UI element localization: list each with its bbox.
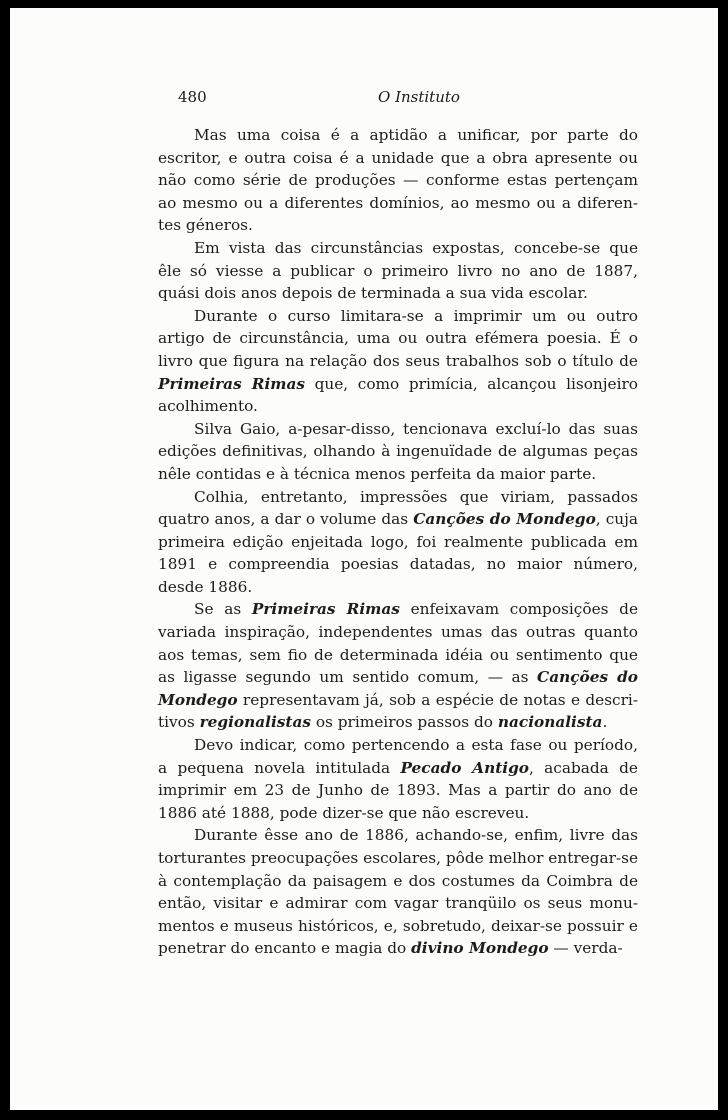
text-run: Silva Gaio, a-pesar-disso, tencionava excluí-lo das suas edições definitivas, olhando à ingenuïdade de algumas peças nêle contidas e à técnica menos perfeita da maior parte. (158, 419, 638, 483)
text-run: os primeiros passos do (310, 713, 498, 732)
paragraph (158, 237, 638, 305)
text-run: que, como primícia, alcançou lisonjeiro acolhimento. (158, 374, 638, 416)
italic-title: Primeiras Rimas (158, 374, 305, 393)
italic-title: Pecado Antigo (400, 758, 529, 777)
text-run: , cuja primeira edição enjeitada logo, foi realmente publicada em 1891 e compreendia poesias datadas, no maior número, desde 1886. (158, 510, 638, 596)
text-run: enfeixavam composições de variada inspiração, independentes umas das outras quanto aos temas, sem fio de determinada idéia ou sentimento que as ligasse segundo um sentido comum, — as (158, 600, 638, 687)
page-header (168, 88, 648, 108)
text-run: Se as (194, 600, 252, 619)
italic-title: nacionalista (497, 713, 603, 732)
text-run: Em vista das circunstâncias expostas, concebe-se que êle só viesse a publicar o primeiro livro no ano de 1887, quási dois anos depois de terminada a sua vida escolar. (158, 238, 638, 303)
italic-title: Primeiras Rimas (251, 600, 400, 619)
text-run: Devo indicar, como pertencendo a esta fase ou período, a pequena novela intitulada (158, 736, 638, 777)
paragraph (158, 734, 638, 824)
text-run: Durante o curso limitara-se a imprimir um ou outro artigo de circunstância, uma ou outra efémera poesia. É o livro que figura na relação dos seus trabalhos sob o título de (158, 306, 638, 370)
text-run: Colhia, entretanto, impressões que viriam, passados quatro anos, a dar o volume das (158, 487, 638, 529)
text-run: — verda- (548, 939, 623, 958)
italic-title: Canções do Mondego (413, 510, 596, 529)
text-run: Durante êsse ano de 1886, achando-se, enfim, livre das torturantes preocupações escolares, pôde melhor entregar-se à contemplação da paisagem e dos costumes da Coimbra de então, visitar e admirar com vagar tranqüilo os seus monumentos e museus históricos, e, sobretudo, deixar-se possuir e penetrar do encanto e magia do (158, 826, 638, 958)
paragraph (158, 418, 638, 486)
text-run: representavam já, sob a espécie de notas e descritivos (158, 690, 638, 732)
text-run: Mas uma coisa é a aptidão a unificar, por parte do escritor, e outra coisa é a unidade que a obra apresente ou não como série de produções — conforme estas pertençam ao mesmo ou a diferentes domínios, ao mesmo ou a diferentes géneros. (158, 126, 638, 235)
body-text (158, 124, 638, 960)
text-run: . (602, 713, 608, 732)
italic-title: divino Mondego (411, 939, 549, 958)
paragraph (158, 486, 638, 599)
paragraph (158, 824, 638, 960)
paragraph (158, 124, 638, 237)
italic-title: regionalistas (199, 713, 311, 732)
running-title: O Instituto (378, 88, 460, 106)
text-run: , acabada de imprimir em 23 de Junho de 1893. Mas a partir do ano de 1886 até 1888, pode dizer-se que não escreveu. (158, 758, 638, 822)
italic-title: Canções do Mondego (158, 668, 638, 709)
paragraph (158, 598, 638, 734)
page-number: 480 (178, 88, 207, 106)
paragraph (158, 305, 638, 418)
